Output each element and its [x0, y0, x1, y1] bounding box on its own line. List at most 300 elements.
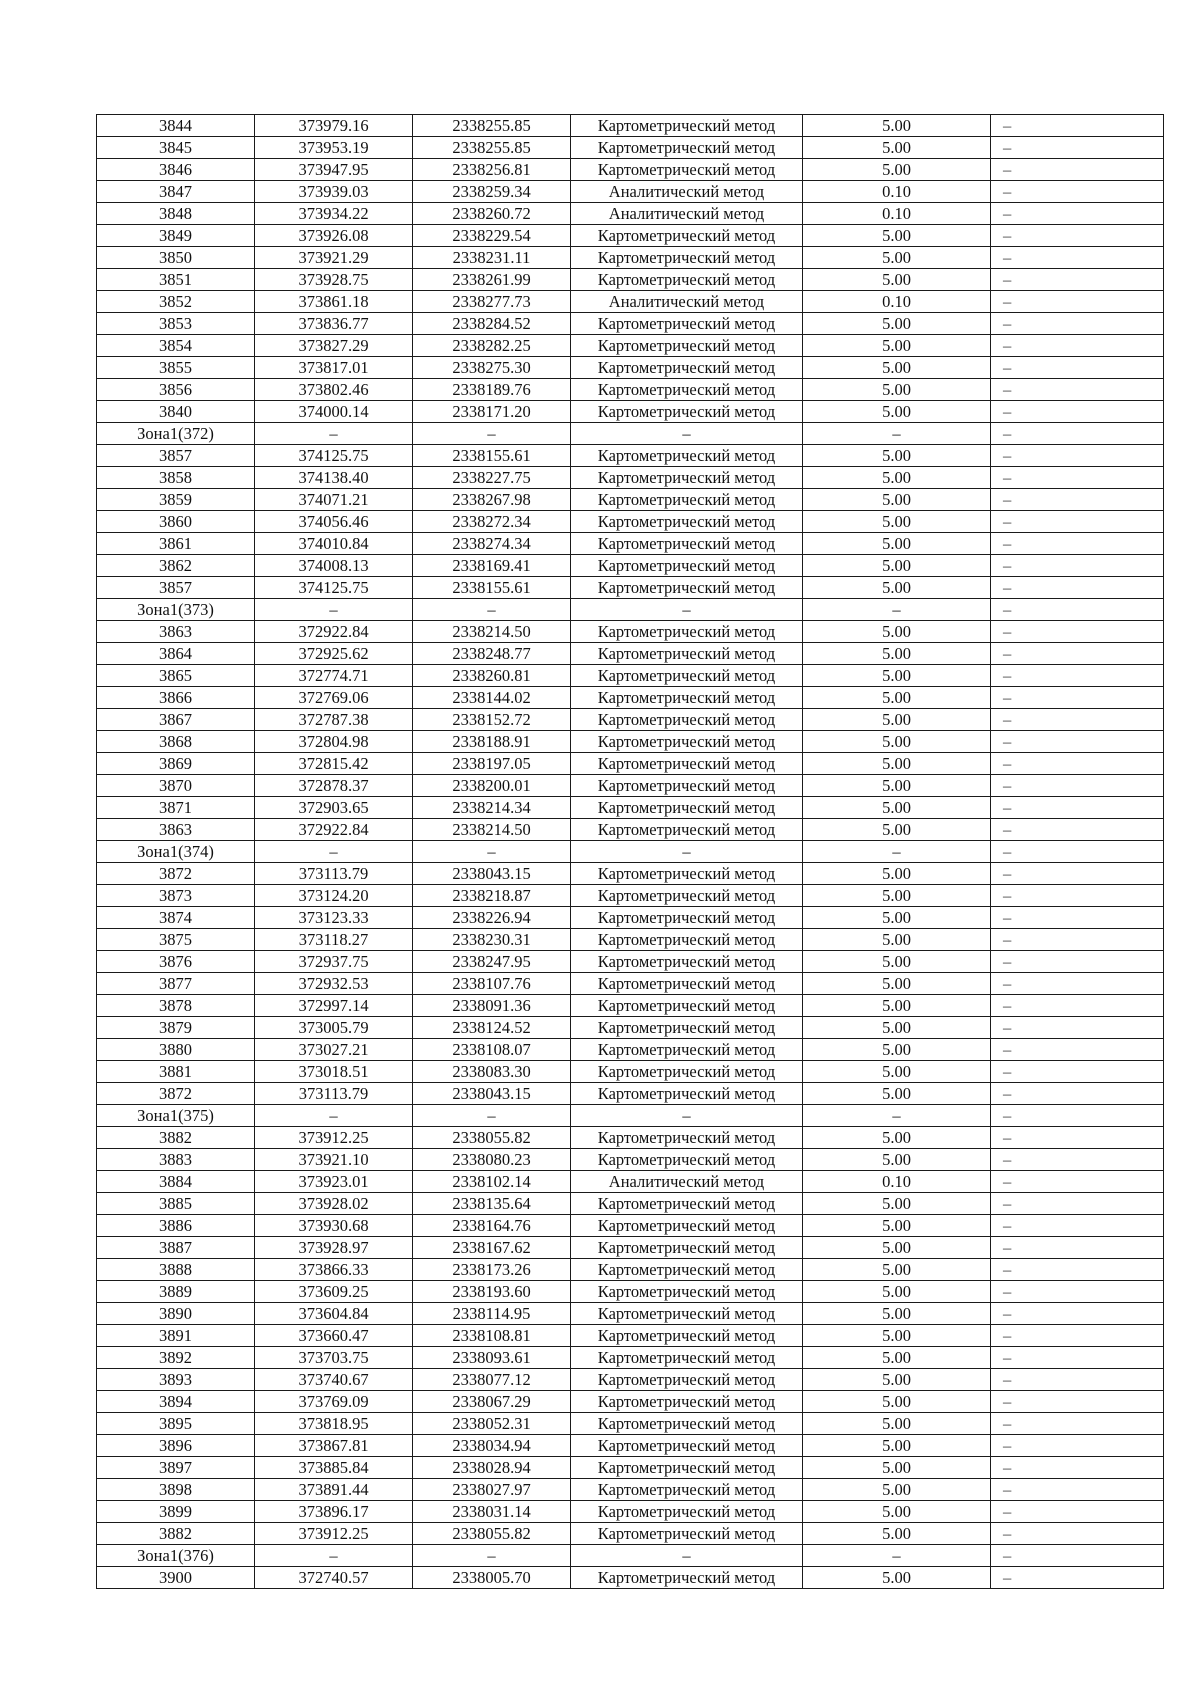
cell-method: Картометрический метод — [571, 1303, 803, 1325]
cell-point-number: Зона1(376) — [97, 1545, 255, 1567]
cell-x-coordinate: 374010.84 — [255, 533, 413, 555]
cell-method: Картометрический метод — [571, 555, 803, 577]
cell-method: Картометрический метод — [571, 885, 803, 907]
cell-method: Картометрический метод — [571, 335, 803, 357]
cell-note: – — [991, 907, 1164, 929]
cell-note: – — [991, 973, 1164, 995]
cell-y-coordinate: 2338193.60 — [413, 1281, 571, 1303]
cell-y-coordinate: 2338135.64 — [413, 1193, 571, 1215]
cell-point-number: 3896 — [97, 1435, 255, 1457]
cell-y-coordinate: – — [413, 841, 571, 863]
cell-method: – — [571, 1545, 803, 1567]
table-row — [97, 1567, 1164, 1589]
table-row — [97, 379, 1164, 401]
cell-note: – — [991, 115, 1164, 137]
cell-y-coordinate: 2338277.73 — [413, 291, 571, 313]
cell-point-number: Зона1(373) — [97, 599, 255, 621]
cell-method: Картометрический метод — [571, 577, 803, 599]
cell-note: – — [991, 467, 1164, 489]
cell-method: Картометрический метод — [571, 1435, 803, 1457]
cell-y-coordinate: 2338043.15 — [413, 1083, 571, 1105]
cell-x-coordinate: 373930.68 — [255, 1215, 413, 1237]
cell-note: – — [991, 863, 1164, 885]
cell-note: – — [991, 1391, 1164, 1413]
cell-x-coordinate: 373005.79 — [255, 1017, 413, 1039]
cell-method: Аналитический метод — [571, 1171, 803, 1193]
cell-point-number: 3885 — [97, 1193, 255, 1215]
cell-method: – — [571, 841, 803, 863]
cell-note: – — [991, 1413, 1164, 1435]
cell-accuracy: 5.00 — [803, 1347, 991, 1369]
cell-note: – — [991, 1259, 1164, 1281]
cell-x-coordinate: – — [255, 423, 413, 445]
table-row — [97, 1171, 1164, 1193]
cell-point-number: 3855 — [97, 357, 255, 379]
table-row — [97, 335, 1164, 357]
cell-x-coordinate: 373928.02 — [255, 1193, 413, 1215]
cell-x-coordinate: 373867.81 — [255, 1435, 413, 1457]
cell-point-number: 3880 — [97, 1039, 255, 1061]
cell-y-coordinate: 2338226.94 — [413, 907, 571, 929]
table-row — [97, 621, 1164, 643]
cell-point-number: 3852 — [97, 291, 255, 313]
cell-x-coordinate: 373827.29 — [255, 335, 413, 357]
table-row — [97, 291, 1164, 313]
cell-x-coordinate: 373818.95 — [255, 1413, 413, 1435]
cell-method: Картометрический метод — [571, 665, 803, 687]
cell-note: – — [991, 819, 1164, 841]
cell-y-coordinate: 2338108.07 — [413, 1039, 571, 1061]
cell-point-number: 3873 — [97, 885, 255, 907]
cell-accuracy: 5.00 — [803, 379, 991, 401]
table-row — [97, 225, 1164, 247]
cell-point-number: 3862 — [97, 555, 255, 577]
cell-point-number: 3845 — [97, 137, 255, 159]
cell-x-coordinate: 373027.21 — [255, 1039, 413, 1061]
cell-note: – — [991, 423, 1164, 445]
table-row — [97, 1215, 1164, 1237]
cell-method: Картометрический метод — [571, 489, 803, 511]
cell-method: Картометрический метод — [571, 1457, 803, 1479]
cell-accuracy: 5.00 — [803, 357, 991, 379]
cell-point-number: 3872 — [97, 863, 255, 885]
cell-x-coordinate: 373817.01 — [255, 357, 413, 379]
cell-x-coordinate: 373861.18 — [255, 291, 413, 313]
cell-accuracy: 5.00 — [803, 247, 991, 269]
cell-point-number: 3863 — [97, 819, 255, 841]
cell-method: Картометрический метод — [571, 137, 803, 159]
cell-accuracy: 5.00 — [803, 929, 991, 951]
table-row — [97, 1039, 1164, 1061]
cell-note: – — [991, 1171, 1164, 1193]
cell-method: Картометрический метод — [571, 643, 803, 665]
cell-y-coordinate: 2338248.77 — [413, 643, 571, 665]
cell-accuracy: 5.00 — [803, 907, 991, 929]
table-row — [97, 907, 1164, 929]
cell-point-number: 3844 — [97, 115, 255, 137]
cell-accuracy: 5.00 — [803, 1237, 991, 1259]
cell-y-coordinate: 2338167.62 — [413, 1237, 571, 1259]
cell-accuracy: 5.00 — [803, 335, 991, 357]
cell-y-coordinate: 2338171.20 — [413, 401, 571, 423]
cell-accuracy: 5.00 — [803, 445, 991, 467]
cell-accuracy: 0.10 — [803, 1171, 991, 1193]
cell-x-coordinate: – — [255, 1545, 413, 1567]
cell-accuracy: 5.00 — [803, 533, 991, 555]
cell-point-number: 3874 — [97, 907, 255, 929]
cell-accuracy: 5.00 — [803, 489, 991, 511]
cell-y-coordinate: 2338083.30 — [413, 1061, 571, 1083]
cell-accuracy: 5.00 — [803, 1391, 991, 1413]
cell-x-coordinate: 372774.71 — [255, 665, 413, 687]
cell-point-number: 3858 — [97, 467, 255, 489]
table-row — [97, 1127, 1164, 1149]
cell-note: – — [991, 731, 1164, 753]
table-row — [97, 1259, 1164, 1281]
cell-note: – — [991, 1435, 1164, 1457]
cell-x-coordinate: 373703.75 — [255, 1347, 413, 1369]
table-row — [97, 731, 1164, 753]
cell-y-coordinate: 2338093.61 — [413, 1347, 571, 1369]
cell-point-number: 3850 — [97, 247, 255, 269]
cell-note: – — [991, 709, 1164, 731]
cell-accuracy: 5.00 — [803, 577, 991, 599]
table-row — [97, 445, 1164, 467]
cell-x-coordinate: 373896.17 — [255, 1501, 413, 1523]
cell-y-coordinate: 2338214.50 — [413, 819, 571, 841]
table-row — [97, 1347, 1164, 1369]
cell-accuracy: 5.00 — [803, 115, 991, 137]
cell-note: – — [991, 1325, 1164, 1347]
table-row — [97, 115, 1164, 137]
cell-note: – — [991, 1369, 1164, 1391]
cell-accuracy: 5.00 — [803, 555, 991, 577]
cell-x-coordinate: – — [255, 841, 413, 863]
cell-method: Картометрический метод — [571, 621, 803, 643]
cell-point-number: 3900 — [97, 1567, 255, 1589]
cell-point-number: 3882 — [97, 1523, 255, 1545]
cell-point-number: 3894 — [97, 1391, 255, 1413]
cell-method: Картометрический метод — [571, 1127, 803, 1149]
cell-y-coordinate: 2338275.30 — [413, 357, 571, 379]
table-row — [97, 995, 1164, 1017]
table-row — [97, 819, 1164, 841]
cell-point-number: 3860 — [97, 511, 255, 533]
cell-point-number: 3889 — [97, 1281, 255, 1303]
cell-note: – — [991, 247, 1164, 269]
cell-accuracy: 5.00 — [803, 973, 991, 995]
cell-y-coordinate: 2338055.82 — [413, 1127, 571, 1149]
table-row — [97, 489, 1164, 511]
table-row — [97, 1083, 1164, 1105]
cell-point-number: 3853 — [97, 313, 255, 335]
cell-point-number: 3861 — [97, 533, 255, 555]
cell-note: – — [991, 181, 1164, 203]
cell-point-number: 3854 — [97, 335, 255, 357]
cell-x-coordinate: 373912.25 — [255, 1523, 413, 1545]
cell-y-coordinate: 2338214.34 — [413, 797, 571, 819]
cell-y-coordinate: 2338189.76 — [413, 379, 571, 401]
cell-x-coordinate: 373912.25 — [255, 1127, 413, 1149]
cell-point-number: 3870 — [97, 775, 255, 797]
cell-method: Картометрический метод — [571, 445, 803, 467]
cell-note: – — [991, 1215, 1164, 1237]
cell-method: Картометрический метод — [571, 775, 803, 797]
cell-method: Картометрический метод — [571, 731, 803, 753]
cell-x-coordinate: 373891.44 — [255, 1479, 413, 1501]
cell-y-coordinate: – — [413, 1105, 571, 1127]
table-row — [97, 1281, 1164, 1303]
cell-accuracy: 5.00 — [803, 819, 991, 841]
cell-accuracy: 5.00 — [803, 1017, 991, 1039]
cell-point-number: 3876 — [97, 951, 255, 973]
cell-accuracy: 5.00 — [803, 225, 991, 247]
cell-method: Картометрический метод — [571, 1039, 803, 1061]
cell-note: – — [991, 951, 1164, 973]
cell-y-coordinate: 2338256.81 — [413, 159, 571, 181]
cell-note: – — [991, 1149, 1164, 1171]
zone-header-row — [97, 841, 1164, 863]
cell-accuracy: 5.00 — [803, 1567, 991, 1589]
cell-point-number: 3897 — [97, 1457, 255, 1479]
cell-x-coordinate: 374000.14 — [255, 401, 413, 423]
cell-note: – — [991, 401, 1164, 423]
cell-point-number: 3857 — [97, 577, 255, 599]
cell-accuracy: 5.00 — [803, 1149, 991, 1171]
cell-method: Картометрический метод — [571, 1523, 803, 1545]
cell-method: Картометрический метод — [571, 379, 803, 401]
cell-point-number: 3887 — [97, 1237, 255, 1259]
cell-accuracy: 5.00 — [803, 797, 991, 819]
cell-x-coordinate: 373124.20 — [255, 885, 413, 907]
table-row — [97, 181, 1164, 203]
table-row — [97, 885, 1164, 907]
cell-y-coordinate: 2338155.61 — [413, 445, 571, 467]
cell-method: Картометрический метод — [571, 247, 803, 269]
cell-x-coordinate: 373885.84 — [255, 1457, 413, 1479]
cell-point-number: 3868 — [97, 731, 255, 753]
table-row — [97, 467, 1164, 489]
cell-accuracy: 5.00 — [803, 643, 991, 665]
cell-point-number: 3871 — [97, 797, 255, 819]
cell-note: – — [991, 137, 1164, 159]
cell-method: Картометрический метод — [571, 1259, 803, 1281]
cell-method: Картометрический метод — [571, 225, 803, 247]
cell-x-coordinate: 373979.16 — [255, 115, 413, 137]
cell-x-coordinate: 372922.84 — [255, 621, 413, 643]
cell-method: Картометрический метод — [571, 1237, 803, 1259]
cell-y-coordinate: 2338152.72 — [413, 709, 571, 731]
cell-y-coordinate: 2338055.82 — [413, 1523, 571, 1545]
cell-method: Картометрический метод — [571, 1479, 803, 1501]
cell-y-coordinate: 2338144.02 — [413, 687, 571, 709]
cell-accuracy: 5.00 — [803, 1457, 991, 1479]
cell-x-coordinate: 373928.97 — [255, 1237, 413, 1259]
cell-point-number: 3851 — [97, 269, 255, 291]
cell-point-number: 3895 — [97, 1413, 255, 1435]
cell-accuracy: – — [803, 1105, 991, 1127]
table-row — [97, 775, 1164, 797]
cell-point-number: 3891 — [97, 1325, 255, 1347]
cell-point-number: 3864 — [97, 643, 255, 665]
cell-note: – — [991, 1105, 1164, 1127]
cell-x-coordinate: 373660.47 — [255, 1325, 413, 1347]
cell-method: Картометрический метод — [571, 1215, 803, 1237]
cell-y-coordinate: 2338259.34 — [413, 181, 571, 203]
cell-accuracy: 5.00 — [803, 269, 991, 291]
table-row — [97, 951, 1164, 973]
cell-accuracy: 5.00 — [803, 401, 991, 423]
table-row — [97, 1061, 1164, 1083]
cell-point-number: 3878 — [97, 995, 255, 1017]
cell-y-coordinate: 2338274.34 — [413, 533, 571, 555]
cell-accuracy: 5.00 — [803, 1479, 991, 1501]
cell-note: – — [991, 599, 1164, 621]
table-row — [97, 929, 1164, 951]
cell-accuracy: 5.00 — [803, 1259, 991, 1281]
cell-point-number: 3849 — [97, 225, 255, 247]
cell-x-coordinate: 373923.01 — [255, 1171, 413, 1193]
cell-y-coordinate: 2338260.72 — [413, 203, 571, 225]
cell-y-coordinate: 2338272.34 — [413, 511, 571, 533]
table-row — [97, 1501, 1164, 1523]
cell-accuracy: 5.00 — [803, 885, 991, 907]
cell-y-coordinate: 2338247.95 — [413, 951, 571, 973]
cell-note: – — [991, 797, 1164, 819]
cell-note: – — [991, 225, 1164, 247]
cell-point-number: 3869 — [97, 753, 255, 775]
cell-note: – — [991, 269, 1164, 291]
cell-x-coordinate: 373609.25 — [255, 1281, 413, 1303]
cell-point-number: 3877 — [97, 973, 255, 995]
cell-accuracy: – — [803, 599, 991, 621]
cell-method: Картометрический метод — [571, 1017, 803, 1039]
table-row — [97, 687, 1164, 709]
cell-method: Картометрический метод — [571, 863, 803, 885]
cell-y-coordinate: 2338173.26 — [413, 1259, 571, 1281]
cell-point-number: 3846 — [97, 159, 255, 181]
cell-method: – — [571, 423, 803, 445]
cell-y-coordinate: 2338114.95 — [413, 1303, 571, 1325]
cell-y-coordinate: – — [413, 599, 571, 621]
cell-note: – — [991, 533, 1164, 555]
table-row — [97, 643, 1164, 665]
cell-x-coordinate: 373018.51 — [255, 1061, 413, 1083]
cell-y-coordinate: 2338255.85 — [413, 115, 571, 137]
cell-method: Картометрический метод — [571, 1149, 803, 1171]
cell-note: – — [991, 1303, 1164, 1325]
cell-accuracy: 5.00 — [803, 467, 991, 489]
cell-accuracy: 5.00 — [803, 665, 991, 687]
cell-note: – — [991, 379, 1164, 401]
cell-x-coordinate: – — [255, 599, 413, 621]
cell-point-number: 3899 — [97, 1501, 255, 1523]
cell-x-coordinate: 373740.67 — [255, 1369, 413, 1391]
cell-note: – — [991, 291, 1164, 313]
cell-method: Картометрический метод — [571, 467, 803, 489]
cell-point-number: 3863 — [97, 621, 255, 643]
cell-method: Картометрический метод — [571, 1193, 803, 1215]
table-row — [97, 357, 1164, 379]
cell-note: – — [991, 1061, 1164, 1083]
cell-method: Картометрический метод — [571, 1061, 803, 1083]
cell-y-coordinate: 2338067.29 — [413, 1391, 571, 1413]
cell-x-coordinate: 373802.46 — [255, 379, 413, 401]
table-row — [97, 401, 1164, 423]
table-row — [97, 1149, 1164, 1171]
cell-method: Картометрический метод — [571, 687, 803, 709]
cell-y-coordinate: – — [413, 423, 571, 445]
cell-x-coordinate: 372787.38 — [255, 709, 413, 731]
cell-y-coordinate: 2338200.01 — [413, 775, 571, 797]
cell-x-coordinate: 373921.29 — [255, 247, 413, 269]
cell-y-coordinate: 2338260.81 — [413, 665, 571, 687]
cell-note: – — [991, 995, 1164, 1017]
cell-note: – — [991, 753, 1164, 775]
cell-accuracy: – — [803, 841, 991, 863]
cell-y-coordinate: 2338027.97 — [413, 1479, 571, 1501]
cell-point-number: 3872 — [97, 1083, 255, 1105]
cell-x-coordinate: 373604.84 — [255, 1303, 413, 1325]
cell-point-number: 3888 — [97, 1259, 255, 1281]
cell-accuracy: 5.00 — [803, 1039, 991, 1061]
cell-note: – — [991, 1017, 1164, 1039]
cell-accuracy: 5.00 — [803, 951, 991, 973]
cell-x-coordinate: 373953.19 — [255, 137, 413, 159]
cell-method: Картометрический метод — [571, 929, 803, 951]
cell-note: – — [991, 1039, 1164, 1061]
cell-point-number: 3882 — [97, 1127, 255, 1149]
cell-method: Картометрический метод — [571, 951, 803, 973]
cell-y-coordinate: 2338214.50 — [413, 621, 571, 643]
cell-y-coordinate: 2338227.75 — [413, 467, 571, 489]
cell-accuracy: 5.00 — [803, 995, 991, 1017]
cell-method: Картометрический метод — [571, 797, 803, 819]
cell-y-coordinate: 2338284.52 — [413, 313, 571, 335]
table-row — [97, 1479, 1164, 1501]
cell-method: Картометрический метод — [571, 1347, 803, 1369]
table-row — [97, 863, 1164, 885]
cell-method: Картометрический метод — [571, 115, 803, 137]
cell-x-coordinate: 373947.95 — [255, 159, 413, 181]
table-row — [97, 203, 1164, 225]
coordinates-table — [96, 114, 1164, 1589]
cell-note: – — [991, 1523, 1164, 1545]
cell-accuracy: 0.10 — [803, 291, 991, 313]
cell-y-coordinate: 2338169.41 — [413, 555, 571, 577]
table-row — [97, 1523, 1164, 1545]
cell-note: – — [991, 929, 1164, 951]
cell-y-coordinate: 2338080.23 — [413, 1149, 571, 1171]
table-row — [97, 1237, 1164, 1259]
cell-point-number: 3866 — [97, 687, 255, 709]
cell-point-number: Зона1(374) — [97, 841, 255, 863]
cell-accuracy: 5.00 — [803, 775, 991, 797]
cell-x-coordinate: 373113.79 — [255, 1083, 413, 1105]
cell-y-coordinate: 2338267.98 — [413, 489, 571, 511]
cell-method: Картометрический метод — [571, 753, 803, 775]
cell-accuracy: 5.00 — [803, 137, 991, 159]
cell-accuracy: 5.00 — [803, 1501, 991, 1523]
table-row — [97, 1303, 1164, 1325]
cell-method: Картометрический метод — [571, 1083, 803, 1105]
cell-point-number: 3856 — [97, 379, 255, 401]
table-row — [97, 973, 1164, 995]
cell-method: Картометрический метод — [571, 1391, 803, 1413]
table-row — [97, 665, 1164, 687]
table-row — [97, 1017, 1164, 1039]
cell-y-coordinate: 2338028.94 — [413, 1457, 571, 1479]
